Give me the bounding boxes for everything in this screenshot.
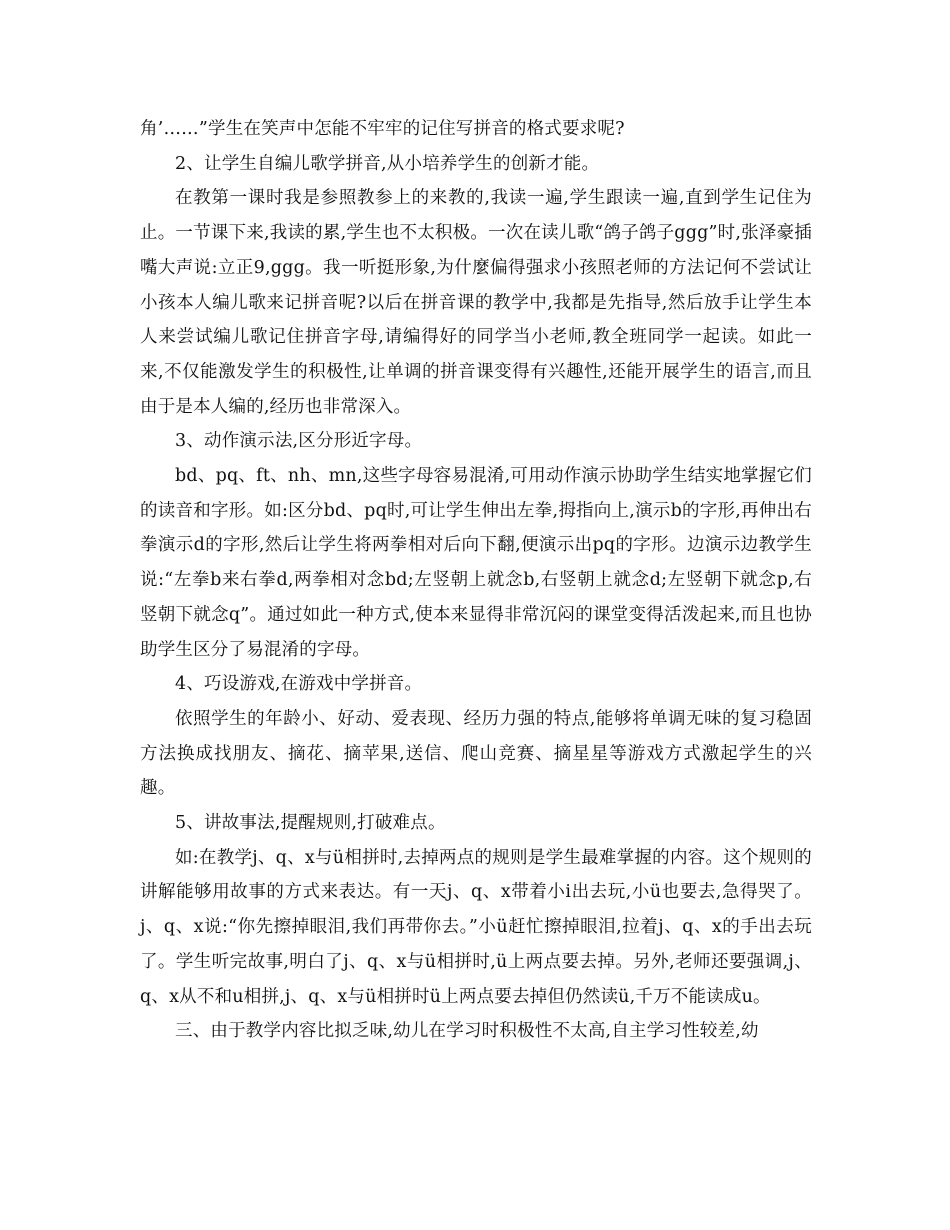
paragraph-continuation: 角’……”学生在笑声中怎能不牢牢的记住写拼音的格式要求呢? <box>140 119 625 139</box>
heading-method-4: 4、巧设游戏,在游戏中学拼音。 <box>175 674 423 695</box>
paragraph-method-5-body: 如:在教学j、q、x与ü相拼时,去掉两点的规则是学生最难掌握的内容。这个规则的讲解能够用故事的方式来表达。有一天j、q、x带着小i出去玩,小ü也要去,急得哭了。j、q、x说:“你先擦掉眼泪,我们再带你去。”小ü赶忙擦掉眼泪,拉着j、q、x的手出去玩了。学生听完故事,明白了j、q、x与ü相拼时,ü上两点要去掉。另外,老师还要强调,j、q、x从不和u相拼,j、q、x与ü相拼时ü上两点要去掉但仍然读ü,千万不能读成u。 <box>140 847 812 1007</box>
paragraph-method-4-body: 依照学生的年龄小、好动、爱表现、经历力强的特点,能够将单调无味的复习稳固方法换成找朋友、摘花、摘苹果,送信、爬山竞赛、摘星星等游戏方式激起学生的兴趣。 <box>140 708 812 799</box>
heading-section-3: 三、由于教学内容比拟乏味,幼儿在学习时积极性不太高,自主学习性较差,幼 <box>175 1021 759 1042</box>
heading-method-3: 3、动作演示法,区分形近字母。 <box>175 431 423 452</box>
heading-method-2: 2、让学生自编儿歌学拼音,从小培养学生的创新才能。 <box>175 153 600 174</box>
heading-method-5: 5、讲故事法,提醒规则,打破难点。 <box>175 813 446 834</box>
paragraph-method-2-body: 在教第一课时我是参照教参上的来教的,我读一遍,学生跟读一遍,直到学生记住为止。一节课下来,我读的累,学生也不太积极。一次在读儿歌“鸽子鸽子ggg”时,张泽豪插嘴大声说:立正9,ggg。我一听挺形象,为什麼偏得强求小孩照老师的方法记何不尝试让小孩本人编儿歌来记拼音呢?以后在拼音课的教学中,我都是先指导,然后放手让学生本人来尝试编儿歌记住拼音字母,请编得好的同学当小老师,教全班同学一起读。如此一来,不仅能激发学生的积极性,让单调的拼音课变得有兴趣性,还能开展学生的语言,而且由于是本人编的,经历也非常深入。 <box>140 188 812 417</box>
document-page <box>140 112 812 1049</box>
paragraph-method-3-body: bd、pq、ft、nh、mn,这些字母容易混淆,可用动作演示协助学生结实地掌握它们的读音和字形。如:区分bd、pq时,可让学生伸出左拳,拇指向上,演示b的字形,再伸出右拳演示d的字形,然后让学生将两拳相对后向下翻,便演示出pq的字形。边演示边教学生说:“左拳b来右拳d,两拳相对念bd;左竖朝上就念b,右竖朝上就念d;左竖朝下就念p,右竖朝下就念q”。通过如此一种方式,使本来显得非常沉闷的课堂变得活泼起来,而且也协助学生区分了易混淆的字母。 <box>140 466 812 660</box>
